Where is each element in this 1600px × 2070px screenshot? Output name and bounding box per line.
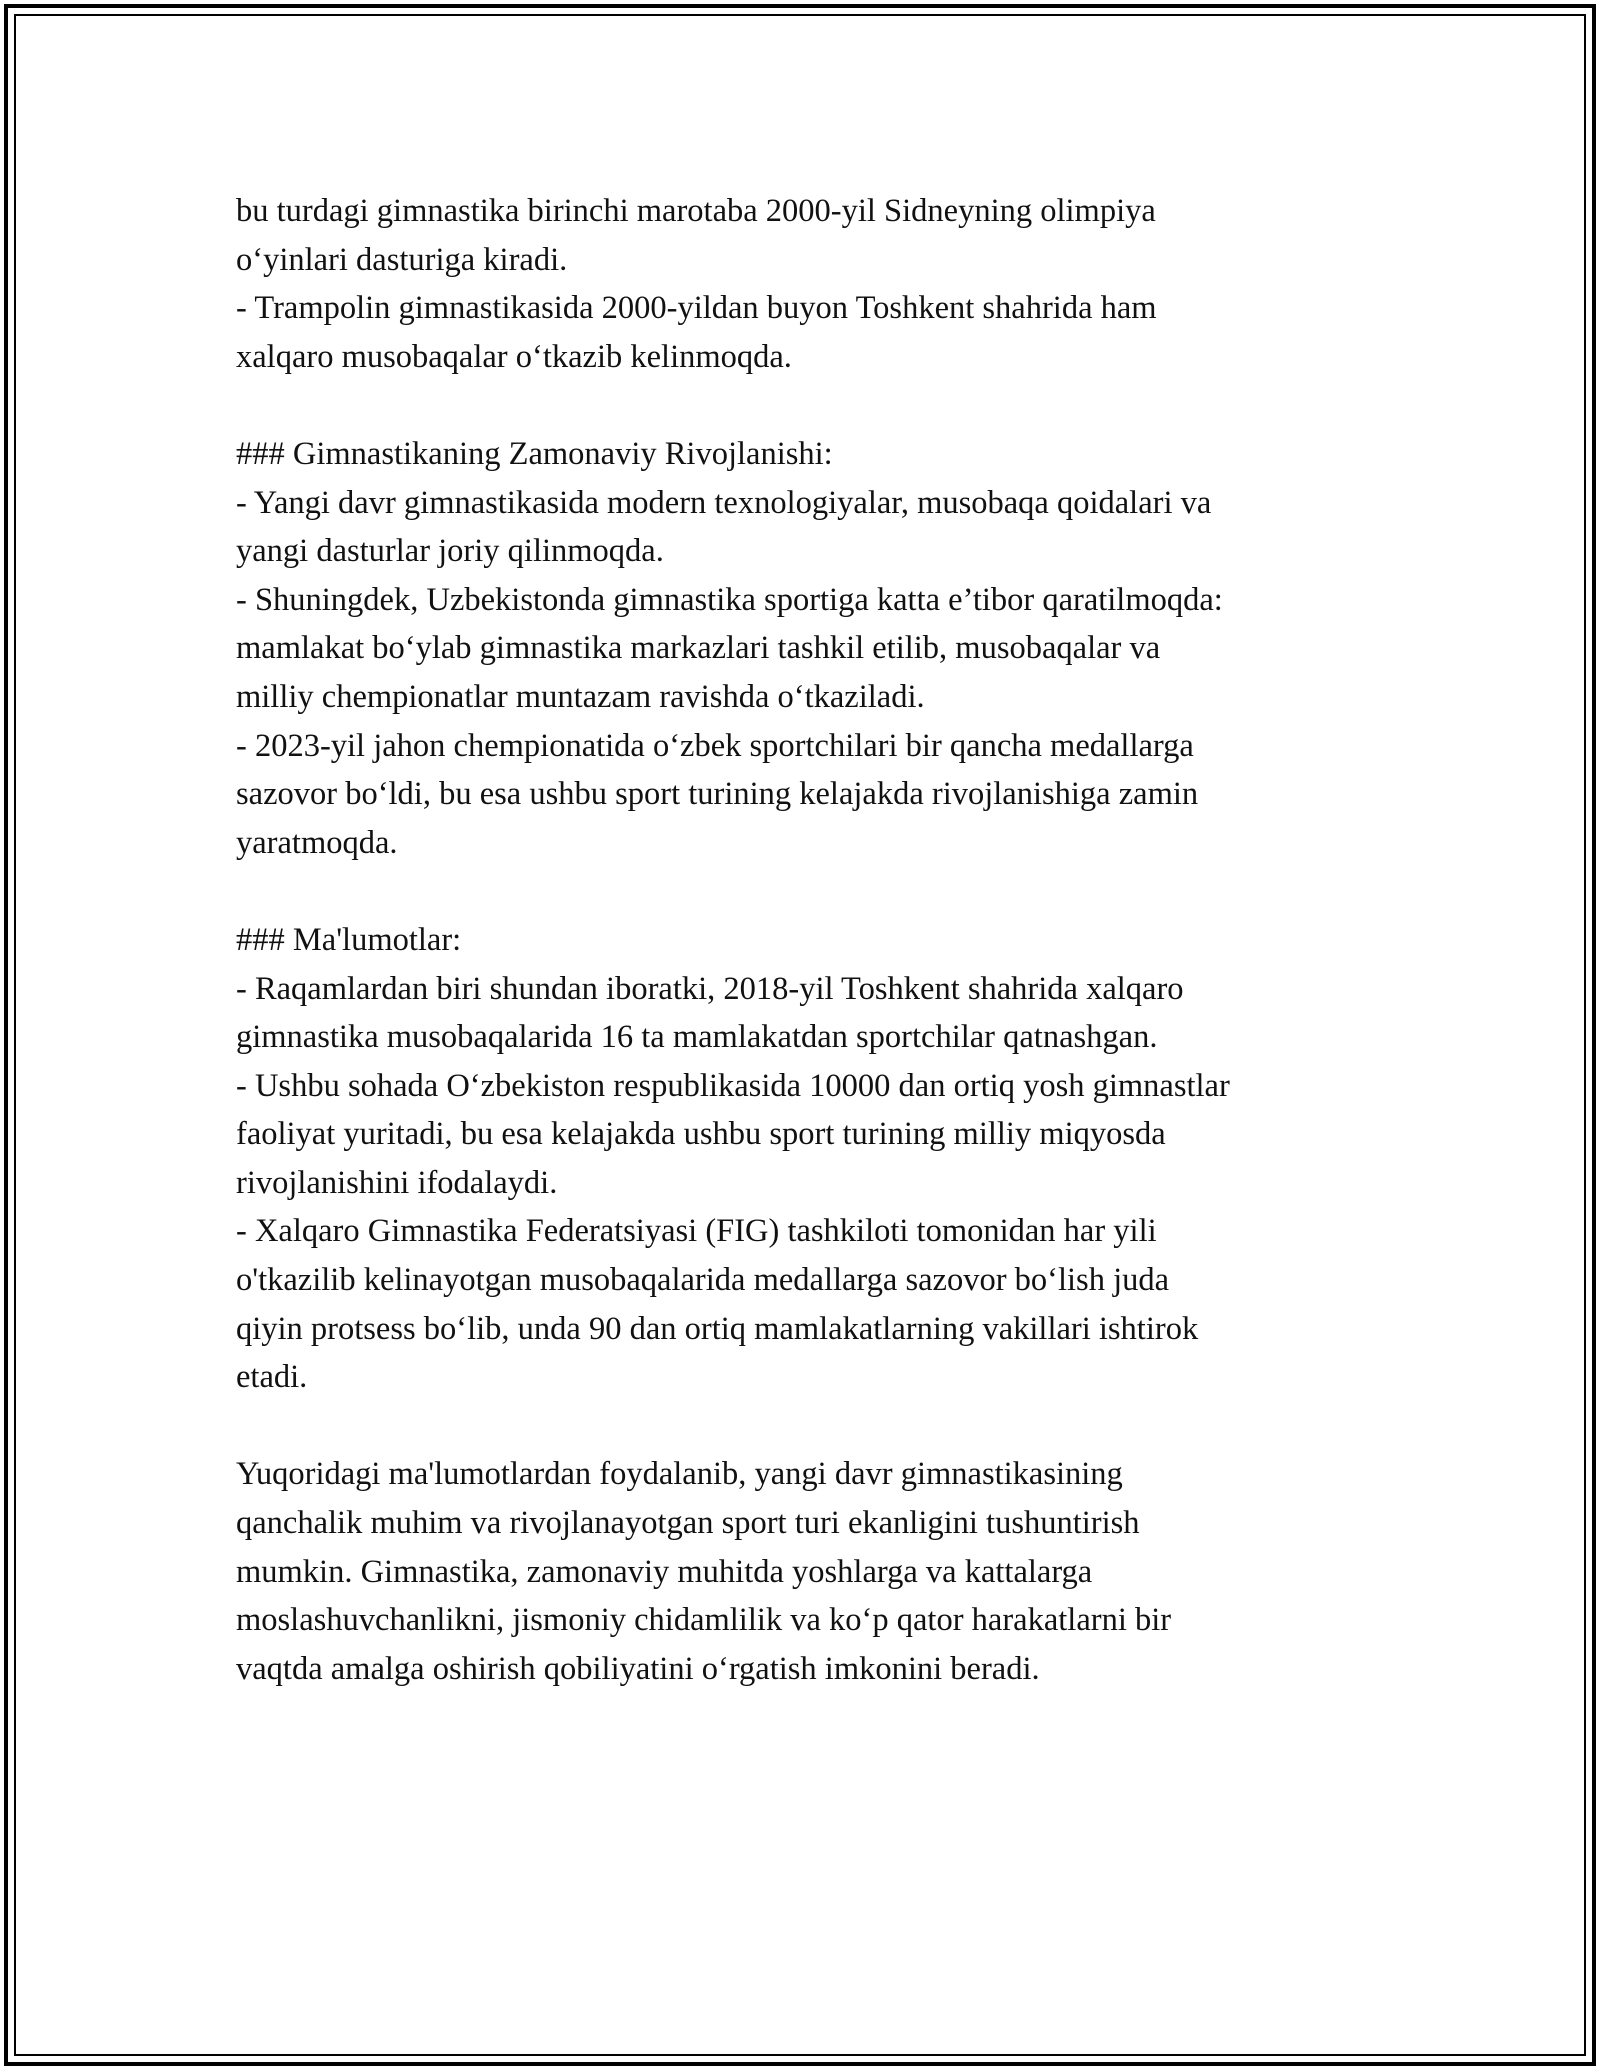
text-line: xalqaro musobaqalar o‘tkazib kelinmoqda. xyxy=(236,338,792,375)
text-line: yaratmoqda. xyxy=(236,824,398,861)
section-heading: ### Ma'lumotlar: xyxy=(236,921,462,958)
list-item: - Ushbu sohada O‘zbekiston respublikasida 10000 dan ortiq yosh gimnastlar xyxy=(236,1067,1230,1104)
text-line: mumkin. Gimnastika, zamonaviy muhitda yoshlarga va kattalarga xyxy=(236,1553,1093,1590)
text-line: yangi dasturlar joriy qilinmoqda. xyxy=(236,533,664,570)
paragraph-gap xyxy=(236,867,1386,916)
intro-section xyxy=(236,187,1386,381)
text-line: Yuqoridagi ma'lumotlardan foydalanib, yangi davr gimnastikasining xyxy=(236,1456,1123,1493)
text-line: mamlakat bo‘ylab gimnastika markazlari tashkil etilib, musobaqalar va xyxy=(236,630,1161,667)
text-line: o'tkazilib kelinayotgan musobaqalarida medallarga sazovor bo‘lish juda xyxy=(236,1262,1170,1299)
data-section xyxy=(236,916,1386,1402)
list-item: - 2023-yil jahon chempionatida o‘zbek sportchilari bir qancha medallarga xyxy=(236,727,1194,764)
paragraph-gap xyxy=(236,381,1386,430)
text-line: vaqtda amalga oshirish qobiliyatini o‘rgatish imkonini beradi. xyxy=(236,1650,1040,1687)
text-line: rivojlanishini ifodalaydi. xyxy=(236,1164,558,1201)
text-line: gimnastika musobaqalarida 16 ta mamlakatdan sportchilar qatnashgan. xyxy=(236,1019,1158,1056)
text-line: bu turdagi gimnastika birinchi marotaba 2000-yil Sidneyning olimpiya xyxy=(236,193,1156,229)
list-item: - Shuningdek, Uzbekistonda gimnastika sportiga katta e’tibor qaratilmoqda: xyxy=(236,581,1223,618)
conclusion-section xyxy=(236,1450,1386,1693)
text-line: sazovor bo‘ldi, bu esa ushbu sport turining kelajakda rivojlanishiga zamin xyxy=(236,776,1199,813)
text-line: qanchalik muhim va rivojlanayotgan sport turi ekanligini tushuntirish xyxy=(236,1505,1140,1542)
list-item: - Xalqaro Gimnastika Federatsiyasi (FIG) tashkiloti tomonidan har yili xyxy=(236,1213,1157,1250)
text-line: moslashuvchanlikni, jismoniy chidamlilik va ko‘p qator harakatlarni bir xyxy=(236,1602,1172,1639)
list-item: - Yangi davr gimnastikasida modern texnologiyalar, musobaqa qoidalari va xyxy=(236,484,1212,521)
paragraph-gap xyxy=(236,1402,1386,1451)
section-heading: ### Gimnastikaning Zamonaviy Rivojlanishi: xyxy=(236,435,833,472)
text-line: qiyin protsess bo‘lib, unda 90 dan ortiq mamlakatlarning vakillari ishtirok xyxy=(236,1310,1199,1347)
text-line: milliy chempionatlar muntazam ravishda o‘tkaziladi. xyxy=(236,678,925,715)
text-line: etadi. xyxy=(236,1359,308,1396)
text-line: o‘yinlari dasturiga kiradi. xyxy=(236,241,568,278)
modern-development-section xyxy=(236,430,1386,867)
list-item: - Raqamlardan biri shundan iboratki, 2018-yil Toshkent shahrida xalqaro xyxy=(236,970,1184,1007)
text-line: faoliyat yuritadi, bu esa kelajakda ushbu sport turining milliy miqyosda xyxy=(236,1116,1166,1153)
list-item: - Trampolin gimnastikasida 2000-yildan buyon Toshkent shahrida ham xyxy=(236,290,1157,327)
document-body xyxy=(236,187,1386,1693)
